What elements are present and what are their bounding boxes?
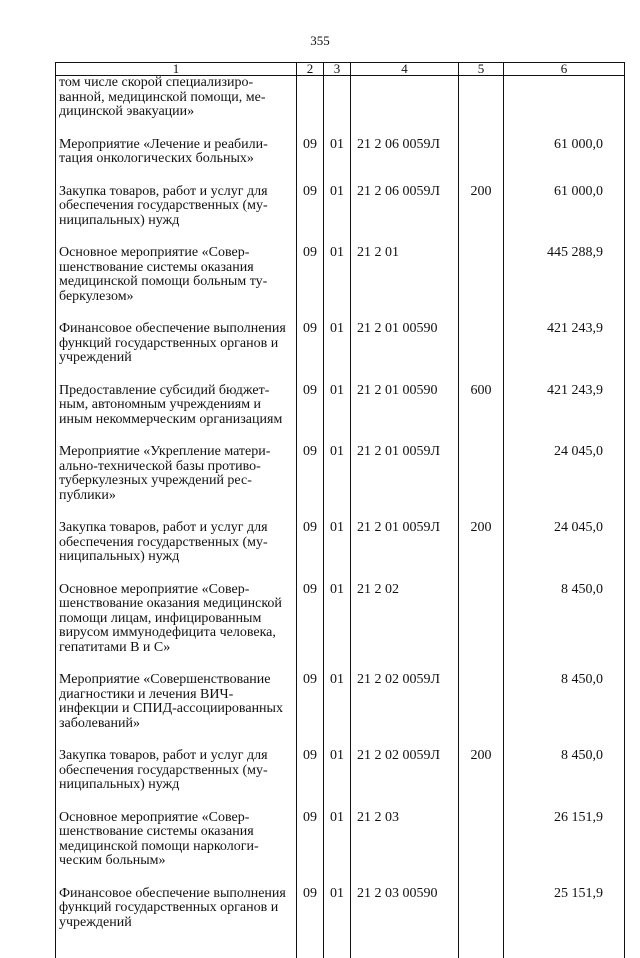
row-type: 600 (459, 384, 504, 446)
row-amount: 25 151,9 (504, 887, 625, 931)
table-row (56, 583, 625, 674)
row-name: Основное мероприятие «Совершенствование системы оказания медицинской помощи больным туберкулезом» (56, 246, 297, 322)
table-row-blank (56, 930, 625, 958)
row-section: 09 (297, 521, 324, 583)
row-type (459, 76, 504, 138)
row-name: Мероприятие «Совершенствование диагностики и лечения ВИЧ-инфекции и СПИД-ассоциированных заболеваний» (56, 673, 297, 749)
row-code: 21 2 02 (351, 583, 459, 674)
row-code: 21 2 03 (351, 811, 459, 887)
row-subsection: 01 (324, 246, 351, 322)
column-header-type: 5 (459, 63, 504, 76)
table-row (56, 384, 625, 446)
row-type (459, 246, 504, 322)
row-subsection: 01 (324, 445, 351, 521)
row-amount: 8 450,0 (504, 673, 625, 749)
row-amount: 8 450,0 (504, 749, 625, 811)
row-subsection: 01 (324, 749, 351, 811)
table-header-row (56, 63, 625, 76)
row-amount: 445 288,9 (504, 246, 625, 322)
row-name: том числе скорой специализированной, медицинской помощи, медицинской эвакуации» (56, 76, 297, 138)
column-header-code: 4 (351, 63, 459, 76)
row-subsection (324, 76, 351, 138)
row-subsection: 01 (324, 185, 351, 247)
row-subsection: 01 (324, 322, 351, 384)
row-code: 21 2 06 0059Л (351, 185, 459, 247)
row-code: 21 2 02 0059Л (351, 673, 459, 749)
budget-table (55, 62, 625, 958)
empty-cell (459, 930, 504, 958)
row-section: 09 (297, 185, 324, 247)
table-row (56, 138, 625, 185)
row-type (459, 811, 504, 887)
row-subsection: 01 (324, 384, 351, 446)
empty-cell (504, 930, 625, 958)
row-section: 09 (297, 811, 324, 887)
row-section: 09 (297, 322, 324, 384)
table-row (56, 749, 625, 811)
row-code: 21 2 01 0059Л (351, 445, 459, 521)
row-amount: 26 151,9 (504, 811, 625, 887)
row-amount: 24 045,0 (504, 445, 625, 521)
row-subsection: 01 (324, 887, 351, 931)
row-code: 21 2 03 00590 (351, 887, 459, 931)
row-name: Финансовое обеспечение выполнения функций государственных органов и учреждений (56, 887, 297, 931)
column-header-name: 1 (56, 63, 297, 76)
table-row (56, 811, 625, 887)
row-section: 09 (297, 138, 324, 185)
row-type (459, 138, 504, 185)
row-code: 21 2 01 0059Л (351, 521, 459, 583)
row-amount (504, 76, 625, 138)
row-subsection: 01 (324, 138, 351, 185)
row-section (297, 76, 324, 138)
row-section: 09 (297, 384, 324, 446)
page-number: 355 (310, 33, 330, 48)
row-name: Мероприятие «Укрепление материально-технической базы противотуберкулезных учреждений республики» (56, 445, 297, 521)
row-amount: 24 045,0 (504, 521, 625, 583)
row-type: 200 (459, 185, 504, 247)
empty-cell (297, 930, 324, 958)
row-name: Закупка товаров, работ и услуг для обеспечения государственных (муниципальных) нужд (56, 521, 297, 583)
row-name: Основное мероприятие «Совершенствование системы оказания медицинской помощи наркологическим больным» (56, 811, 297, 887)
table-row (56, 521, 625, 583)
row-name: Основное мероприятие «Совершенствование оказания медицинской помощи лицам, инфицированным вирусом иммунодефицита человека, гепатитами В и С» (56, 583, 297, 674)
empty-cell (324, 930, 351, 958)
row-amount: 61 000,0 (504, 138, 625, 185)
row-code: 21 2 01 (351, 246, 459, 322)
row-amount: 8 450,0 (504, 583, 625, 674)
row-name: Закупка товаров, работ и услуг для обеспечения государственных (муниципальных) нужд (56, 749, 297, 811)
table-row (56, 445, 625, 521)
row-amount: 421 243,9 (504, 384, 625, 446)
budget-table-container (55, 62, 624, 958)
row-subsection: 01 (324, 583, 351, 674)
row-code: 21 2 02 0059Л (351, 749, 459, 811)
table-row (56, 76, 625, 138)
row-amount: 61 000,0 (504, 185, 625, 247)
column-header-subsection: 3 (324, 63, 351, 76)
empty-cell (56, 930, 297, 958)
row-type (459, 673, 504, 749)
row-section: 09 (297, 673, 324, 749)
column-header-section: 2 (297, 63, 324, 76)
row-name: Мероприятие «Лечение и реабилитация онкологических больных» (56, 138, 297, 185)
row-name: Финансовое обеспечение выполнения функций государственных органов и учреждений (56, 322, 297, 384)
table-row (56, 322, 625, 384)
row-amount: 421 243,9 (504, 322, 625, 384)
row-section: 09 (297, 445, 324, 521)
row-name: Закупка товаров, работ и услуг для обеспечения государственных (муниципальных) нужд (56, 185, 297, 247)
empty-cell (351, 930, 459, 958)
row-type (459, 887, 504, 931)
table-row (56, 887, 625, 931)
row-code (351, 76, 459, 138)
row-type (459, 583, 504, 674)
row-section: 09 (297, 583, 324, 674)
table-row (56, 246, 625, 322)
row-subsection: 01 (324, 811, 351, 887)
row-section: 09 (297, 749, 324, 811)
row-code: 21 2 01 00590 (351, 384, 459, 446)
row-code: 21 2 01 00590 (351, 322, 459, 384)
table-row (56, 673, 625, 749)
row-type: 200 (459, 521, 504, 583)
row-name: Предоставление субсидий бюджетным, автономным учреждениям и иным некоммерческим организациям (56, 384, 297, 446)
row-subsection: 01 (324, 521, 351, 583)
column-header-amount: 6 (504, 63, 625, 76)
row-type (459, 322, 504, 384)
row-type (459, 445, 504, 521)
row-section: 09 (297, 246, 324, 322)
row-section: 09 (297, 887, 324, 931)
row-subsection: 01 (324, 673, 351, 749)
row-type: 200 (459, 749, 504, 811)
table-row (56, 185, 625, 247)
row-code: 21 2 06 0059Л (351, 138, 459, 185)
